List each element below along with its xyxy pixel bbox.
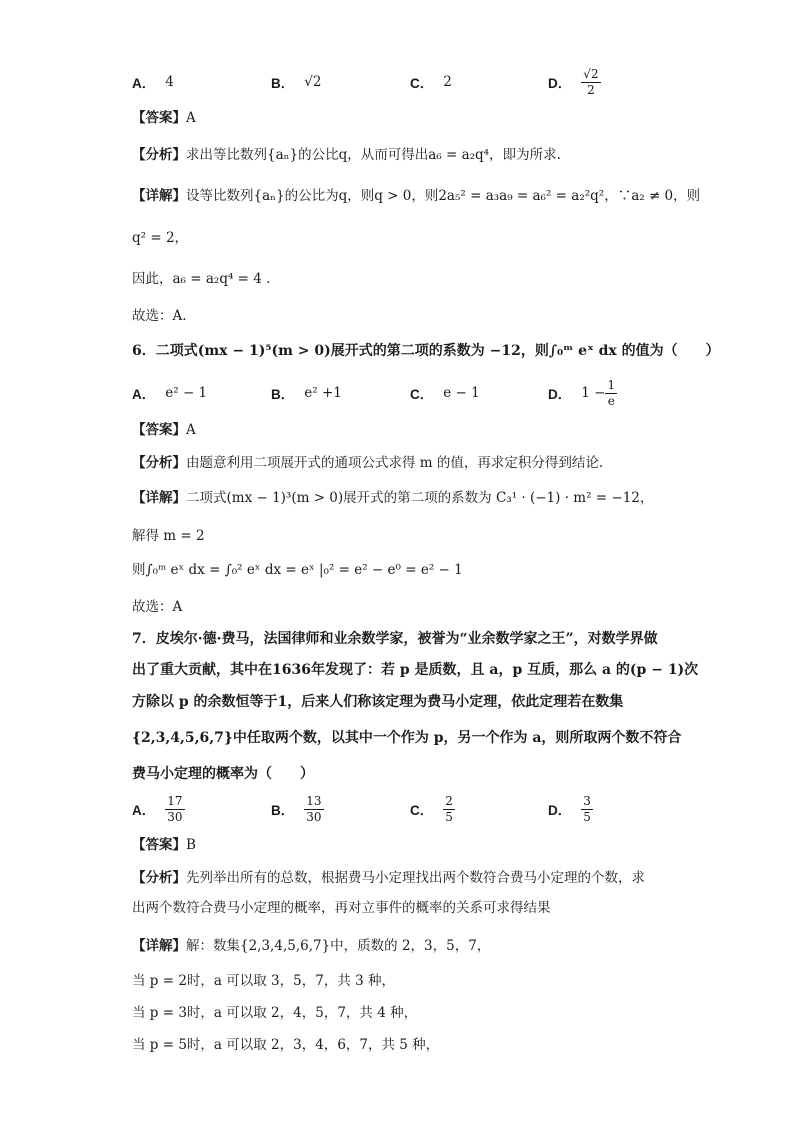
q5-detail-line-2: q² = 2， [132, 230, 189, 246]
q7-stem-line-5: 费马小定理的概率为（ ） [132, 766, 314, 782]
q6-detail-line-2: 解得 m = 2 [132, 528, 205, 544]
q7-option-c: C． $\frac{2}{5}$ [410, 793, 453, 824]
q7-stem-line-4: {2,3,4,5,6,7}中任取两个数，以其中一个作为 p，另一个作为 a，则所取两个数不符合 [132, 730, 682, 746]
q6-option-b: B． e² +1 [271, 385, 342, 402]
q7-option-b: B． $\frac{13}{30}$ [271, 793, 322, 824]
q7-answer: 【答案】B [132, 837, 196, 853]
q7-detail-line-2: 当 p = 2时，a 可以取 3，5，7，共 3 种， [132, 973, 395, 989]
q6-detail-line-3: 则∫₀ᵐ eˣ dx = ∫₀² eˣ dx = eˣ |₀² = e² − e⁰ = e² − 1 [132, 562, 463, 578]
q7-option-d: D． $\frac{3}{5}$ [548, 793, 591, 824]
q6-option-c: C． e − 1 [410, 385, 480, 402]
q5-option-a: A． 4 [132, 74, 174, 91]
q7-option-a-fraction: $\frac{17}{30}$ [167, 793, 183, 824]
q7-stem-line-1: 7．皮埃尔·德·费马，法国律师和业余数学家，被誉为“业余数学家之王”，对数学界做 [132, 631, 658, 647]
q6-stem: 6．二项式(mx − 1)⁵(m > 0)展开式的第二项的系数为 −12，则∫₀ᵐ eˣ dx 的值为（ ） [132, 343, 720, 359]
q7-option-c-fraction: $\frac{2}{5}$ [445, 793, 453, 824]
q7-option-d-fraction: $\frac{3}{5}$ [583, 793, 591, 824]
q7-analysis-line-1: 【分析】先列举出所有的总数，根据费马小定理找出两个数符合费马小定理的个数，求 [132, 870, 645, 886]
q5-option-d-fraction: $\frac{√2}{2}$ [583, 66, 599, 97]
q6-detail-line-1: 【详解】二项式(mx − 1)³(m > 0)展开式的第二项的系数为 C₃¹ · (−1) · m² = −12， [132, 490, 654, 506]
q7-detail-line-4: 当 p = 5时，a 可以取 2，3，4，6，7，共 5 种， [132, 1037, 440, 1053]
q5-detail-line-1: 【详解】设等比数列{aₙ}的公比为q，则q > 0，则2a₅² = a₃a₉ = a₆² = a₂²q²，∵a₂ ≠ 0，则 [132, 188, 701, 204]
q5-answer: 【答案】A [132, 110, 196, 126]
q6-option-d-fraction: $\frac{1}{e}$ [607, 377, 616, 408]
q7-stem-line-3: 方除以 p 的余数恒等于1，后来人们称该定理为费马小定理，依此定理若在数集 [132, 694, 624, 710]
q5-options [132, 62, 752, 102]
q7-detail-line-1: 【详解】解：数集{2,3,4,5,6,7}中，质数的 2，3，5，7， [132, 938, 491, 954]
q6-options [132, 373, 752, 413]
q5-conclusion: 故选：A. [132, 308, 187, 324]
q6-analysis: 【分析】由题意利用二项展开式的通项公式求得 m 的值，再求定积分得到结论. [132, 455, 604, 471]
q5-detail-line-3: 因此，a₆ = a₂q⁴ = 4 . [132, 271, 271, 287]
q6-option-d: D． 1 − $\frac{1}{e}$ [548, 377, 616, 408]
q6-answer: 【答案】A [132, 422, 196, 438]
q7-option-a: A． $\frac{17}{30}$ [132, 793, 183, 824]
q7-detail-line-3: 当 p = 3时，a 可以取 2，4，5，7，共 4 种， [132, 1005, 418, 1021]
q5-option-c: C． 2 [410, 74, 452, 91]
q7-option-b-fraction: $\frac{13}{30}$ [306, 793, 322, 824]
q5-analysis: 【分析】求出等比数列{aₙ}的公比q，从而可得出a₆ = a₂q⁴，即为所求. [132, 147, 561, 163]
q7-options [132, 789, 752, 829]
q6-option-a: A． e² − 1 [132, 385, 208, 402]
q5-option-d: D． $\frac{√2}{2}$ [548, 66, 599, 97]
q5-option-b: B． √2 [271, 74, 322, 91]
q7-stem-line-2: 出了重大贡献，其中在1636年发现了：若 p 是质数，且 a，p 互质，那么 a 的(p − 1)次 [132, 662, 699, 678]
q6-conclusion: 故选：A [132, 599, 183, 615]
q7-analysis-line-2: 出两个数符合费马小定理的概率，再对立事件的概率的关系可求得结果 [132, 900, 551, 916]
